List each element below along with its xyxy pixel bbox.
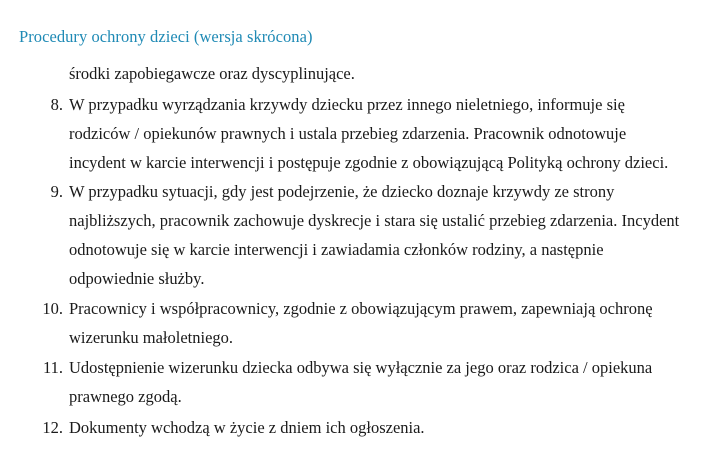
list-item-line: rodziców / opiekunów prawnych i ustala przebieg zdarzenia. Pracownik odnotowuje [69,124,627,143]
list-item-number: 10. [42,299,63,318]
list-item-line: wizerunku małoletniego. [69,328,234,347]
list-item-line: W przypadku sytuacji, gdy jest podejrzenie, że dziecko doznaje krzywdy ze strony [69,182,615,201]
list-item-number: 12. [42,418,63,437]
list-item-number: 8. [50,95,63,114]
list-item-line: odpowiednie służby. [69,269,205,288]
document-header-title: Procedury ochrony dzieci (wersja skrócona) [19,27,313,46]
list-item-line: odnotowuje się w karcie interwencji i zawiadamia członków rodziny, a następnie [69,240,604,259]
continuation-text: środki zapobiegawcze oraz dyscyplinujące. [69,64,355,83]
list-item-number: 9. [50,182,63,201]
list-item-line: prawnego zgodą. [69,387,182,406]
list-item-line: incydent w karcie interwencji i postępuje zgodnie z obowiązującą Polityką ochrony dzieci. [69,153,669,172]
list-item-line: najbliższych, pracownik zachowuje dyskrecje i stara się ustalić przebieg zdarzenia. Incydent [69,211,680,230]
list-item-line: Pracownicy i współpracownicy, zgodnie z obowiązującym prawem, zapewniają ochronę [69,299,653,318]
list-item-line: W przypadku wyrządzania krzywdy dziecku przez innego nieletniego, informuje się [69,95,625,114]
list-item-number: 11. [42,358,63,377]
list-item-line: Dokumenty wchodzą w życie z dniem ich ogłoszenia. [69,418,425,437]
list-item-line: Udostępnienie wizerunku dziecka odbywa się wyłącznie za jego oraz rodzica / opiekuna [69,358,653,377]
